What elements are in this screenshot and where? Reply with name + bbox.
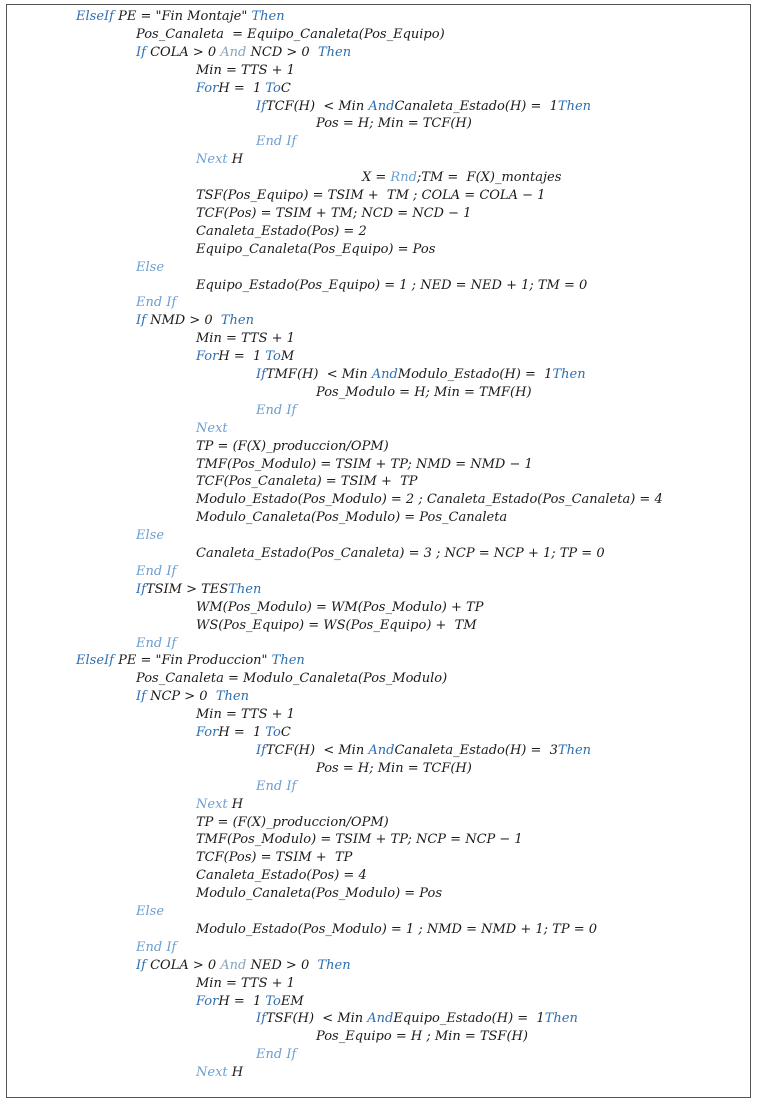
code-keyword: End If — [136, 939, 177, 955]
code-keyword: End If — [256, 1047, 297, 1063]
code-text: NED > 0 — [246, 957, 318, 973]
code-text: X = — [362, 170, 391, 186]
code-keyword: Else — [136, 259, 165, 275]
code-line — [136, 259, 164, 277]
code-text: EM — [280, 993, 304, 1009]
code-text: M — [280, 349, 295, 365]
code-line — [196, 456, 533, 474]
code-line — [196, 993, 304, 1011]
code-keyword: If — [256, 98, 266, 114]
code-text: WM(Pos_Modulo) = WM(Pos_Modulo) + TP — [196, 599, 484, 615]
code-line — [256, 133, 296, 151]
code-line — [136, 635, 176, 653]
code-keyword: End If — [136, 295, 177, 311]
code-text: TMF(Pos_Modulo) = TSIM + TP; NCP = NCP − 1 — [196, 832, 523, 848]
code-line — [196, 420, 228, 438]
code-text: H = 1 — [218, 349, 266, 365]
code-text: TCF(Pos_Canaleta) = TSIM + TP — [196, 474, 418, 490]
code-line — [256, 1046, 296, 1064]
code-line — [136, 903, 164, 921]
code-keyword: If — [136, 581, 146, 597]
code-text: PE = "Fin Montaje" — [113, 9, 252, 24]
code-line — [136, 688, 249, 706]
code-text: Pos_Canaleta = Modulo_Canaleta(Pos_Modulo) — [136, 671, 448, 687]
code-keyword: To — [265, 725, 281, 740]
code-text: H = 1 — [218, 725, 266, 740]
code-keyword: Rnd — [390, 170, 417, 186]
code-text: Pos_Modulo = H; Min = TMF(H) — [316, 384, 532, 400]
code-text: TMF(Pos_Modulo) = TSIM + TP; NMD = NMD − 1 — [196, 456, 533, 472]
code-line — [136, 939, 176, 957]
code-text: Equipo_Canaleta(Pos_Equipo) = Pos — [196, 241, 436, 257]
code-line — [196, 599, 483, 617]
code-line — [196, 921, 597, 939]
code-keyword: Next — [196, 420, 228, 436]
code-text: Modulo_Canaleta(Pos_Modulo) = Pos_Canaleta — [196, 510, 508, 526]
code-text: H = 1 — [218, 80, 266, 96]
code-text: COLA > 0 — [145, 44, 221, 60]
code-text: Min = TTS + 1 — [196, 975, 295, 991]
code-line — [196, 473, 418, 491]
code-text: TP = (F(X)_produccion/OPM) — [196, 814, 389, 830]
code-text: Canaleta_Estado(Pos) = 4 — [196, 868, 367, 884]
code-text: Equipo_Estado(Pos_Equipo) = 1 ; NED = NED + 1; TM = 0 — [196, 277, 588, 293]
code-line — [256, 366, 586, 384]
code-line — [76, 8, 285, 26]
code-text: PE = "Fin Produccion" — [113, 653, 272, 669]
code-text: Pos = H; Min = TCF(H) — [316, 116, 472, 132]
code-text: Modulo_Canaleta(Pos_Modulo) = Pos — [196, 886, 443, 902]
code-keyword: Then — [271, 653, 305, 669]
code-line — [196, 975, 295, 993]
code-line — [362, 169, 561, 187]
code-keyword: To — [265, 80, 281, 96]
code-keyword: For — [196, 349, 219, 365]
code-line — [196, 509, 507, 527]
code-line — [256, 98, 591, 116]
code-text: C — [280, 80, 291, 96]
code-line — [256, 778, 296, 796]
code-keyword: Next — [196, 796, 228, 812]
code-text: TSF(Pos_Equipo) = TSIM + TM ; COLA = COLA − 1 — [196, 188, 546, 203]
code-line — [196, 617, 477, 635]
code-text: TCF(H) < Min — [265, 742, 369, 758]
code-keyword: End If — [136, 563, 177, 579]
code-keyword: ElseIf — [76, 653, 114, 669]
code-keyword: ElseIf — [76, 9, 114, 24]
code-text: Min = TTS + 1 — [196, 707, 295, 723]
code-line — [196, 241, 435, 259]
code-line — [196, 796, 243, 814]
code-text: TP = (F(X)_produccion/OPM) — [196, 438, 389, 454]
code-keyword: For — [196, 993, 219, 1009]
code-line — [196, 831, 523, 849]
code-text: NCD > 0 — [246, 44, 318, 60]
code-keyword: If — [136, 689, 146, 705]
code-text: TMF(H) < Min — [265, 367, 372, 382]
code-line — [136, 563, 176, 581]
code-line — [196, 223, 367, 241]
code-line — [196, 545, 605, 563]
code-keyword: If — [136, 313, 146, 329]
code-text: Canaleta_Estado(Pos) = 2 — [196, 223, 367, 239]
code-line — [76, 652, 305, 670]
code-text: H — [227, 796, 244, 812]
code-text: C — [280, 725, 291, 740]
code-text: Min = TTS + 1 — [196, 331, 295, 347]
code-keyword: Then — [215, 689, 249, 705]
code-text: TSIM > TES — [145, 581, 229, 597]
code-keyword: To — [265, 349, 281, 365]
code-keyword: Next — [196, 1065, 228, 1081]
code-line — [136, 527, 164, 545]
code-line — [196, 849, 352, 867]
code-keyword: And — [220, 957, 247, 973]
code-text: H = 1 — [218, 993, 266, 1009]
code-keyword: And — [368, 98, 395, 114]
code-text: Equipo_Estado(H) = 1 — [393, 1011, 545, 1027]
code-keyword: Then — [220, 313, 254, 329]
code-keyword: End If — [256, 134, 297, 150]
code-keyword: Then — [317, 44, 352, 60]
code-text: TCF(Pos) = TSIM + TM; NCD = NCD − 1 — [196, 205, 472, 221]
code-line — [196, 330, 295, 348]
code-text: H — [227, 152, 244, 168]
code-text: Pos_Equipo = H ; Min = TSF(H) — [316, 1029, 528, 1045]
code-keyword: And — [371, 367, 398, 382]
code-line — [196, 151, 243, 169]
code-keyword: Then — [228, 581, 262, 597]
code-keyword: End If — [256, 402, 297, 418]
code-line — [196, 885, 442, 903]
code-line — [256, 1010, 578, 1028]
code-keyword: End If — [136, 635, 177, 651]
code-line — [316, 1028, 528, 1046]
code-line — [136, 670, 447, 688]
pseudocode-block — [7, 5, 752, 1099]
code-line — [256, 402, 296, 420]
code-line — [316, 384, 532, 402]
code-line — [136, 44, 351, 62]
code-keyword: Next — [196, 152, 228, 168]
code-line — [136, 26, 445, 44]
code-text: Canaleta_Estado(H) = 1 — [394, 98, 558, 114]
code-text: NCP > 0 — [145, 689, 216, 705]
code-keyword: If — [256, 1011, 266, 1027]
code-text: NMD > 0 — [145, 313, 221, 329]
code-line — [196, 814, 389, 832]
code-text: Modulo_Estado(Pos_Modulo) = 2 ; Canaleta_Estado(Pos_Canaleta) = 4 — [196, 492, 663, 508]
code-keyword: To — [265, 993, 281, 1009]
code-line — [196, 867, 367, 885]
code-text: Canaleta_Estado(Pos_Canaleta) = 3 ; NCP = NCP + 1; TP = 0 — [196, 546, 605, 561]
code-line — [196, 277, 587, 295]
code-text: Pos = H; Min = TCF(H) — [316, 760, 472, 776]
code-keyword: For — [196, 80, 219, 96]
code-keyword: Else — [136, 904, 165, 919]
code-line — [256, 742, 591, 760]
code-line — [316, 115, 472, 133]
code-keyword: And — [367, 1011, 394, 1027]
code-line — [316, 760, 472, 778]
code-frame — [6, 4, 751, 1098]
code-text: Modulo_Estado(H) = 1 — [397, 367, 553, 382]
code-text: Pos_Canaleta = Equipo_Canaleta(Pos_Equipo) — [136, 26, 445, 42]
code-keyword: Then — [557, 98, 592, 114]
code-keyword: If — [256, 742, 266, 758]
code-keyword: Else — [136, 528, 165, 544]
code-keyword: If — [256, 367, 266, 382]
code-text: ;TM = F(X)_montajes — [416, 170, 562, 186]
code-line — [136, 312, 254, 330]
code-line — [136, 581, 261, 599]
code-line — [196, 205, 471, 223]
code-line — [196, 62, 295, 80]
code-keyword: End If — [256, 778, 297, 794]
code-line — [196, 187, 545, 205]
code-keyword: If — [136, 957, 146, 973]
code-line — [136, 294, 176, 312]
code-keyword: And — [368, 742, 395, 758]
code-keyword: Then — [544, 1011, 578, 1027]
code-keyword: Then — [317, 957, 351, 973]
code-line — [196, 706, 295, 724]
code-text: TCF(Pos) = TSIM + TP — [196, 850, 353, 866]
code-text: Modulo_Estado(Pos_Modulo) = 1 ; NMD = NMD + 1; TP = 0 — [196, 921, 598, 937]
code-keyword: Then — [557, 742, 592, 758]
code-line — [196, 348, 294, 366]
code-keyword: And — [220, 44, 247, 60]
code-line — [136, 957, 351, 975]
code-keyword: Then — [251, 9, 285, 24]
code-line — [196, 438, 389, 456]
code-text: Canaleta_Estado(H) = 3 — [394, 742, 558, 758]
code-keyword: If — [136, 44, 146, 60]
code-line — [196, 1064, 243, 1082]
code-text: H — [227, 1065, 244, 1081]
code-line — [196, 491, 663, 509]
code-keyword: For — [196, 725, 219, 740]
code-line — [196, 724, 291, 742]
code-text: WS(Pos_Equipo) = WS(Pos_Equipo) + TM — [196, 617, 477, 633]
code-text: Min = TTS + 1 — [196, 62, 295, 78]
code-text: TSF(H) < Min — [265, 1011, 368, 1027]
code-keyword: Then — [552, 367, 586, 382]
code-text: COLA > 0 — [145, 957, 221, 973]
code-text: TCF(H) < Min — [265, 98, 369, 114]
code-line — [196, 80, 291, 98]
